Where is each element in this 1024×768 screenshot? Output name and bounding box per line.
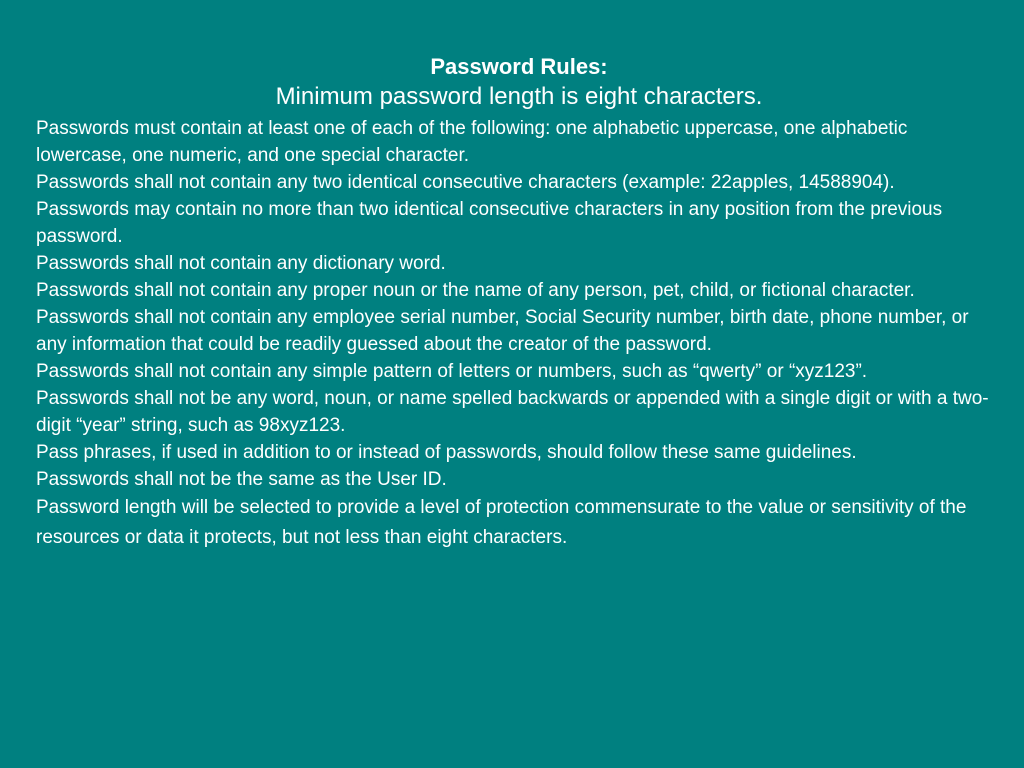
slide-title: Password Rules: [430,54,608,79]
rule-item: Passwords shall not contain any simple pattern of letters or numbers, such as “qwerty” or “xyz123”. [36,361,868,382]
rule-item: Passwords shall not be any word, noun, or name spelled backwards or appended with a single digit or with a two-digit “year” string, such as 98xyz123. [36,388,989,436]
rule-item: Passwords shall not contain any employee serial number, Social Security number, birth date, phone number, or any information that could be readily guessed about the creator of the password. [36,307,969,355]
rule-item: Passwords shall not contain any two identical consecutive characters (example: 22apples, 14588904). [36,172,895,193]
slide-content [36,52,1002,553]
rule-item: Passwords shall not contain any dictionary word. [36,253,446,274]
rule-item: Passwords must contain at least one of each of the following: one alphabetic uppercase, one alphabetic lowercase, one numeric, and one special character. [36,118,908,166]
rule-item: Password length will be selected to provide a level of protection commensurate to the value or sensitivity of the resources or data it protects, but not less than eight characters. [36,497,967,548]
rule-item: Passwords may contain no more than two identical consecutive characters in any position from the previous password. [36,199,943,247]
rule-item: Passwords shall not be the same as the User ID. [36,469,447,490]
rules-list [36,115,1002,553]
rule-item: Passwords shall not contain any proper noun or the name of any person, pet, child, or fictional character. [36,280,915,301]
slide-subtitle: Minimum password length is eight characters. [275,83,763,110]
rule-item: Pass phrases, if used in addition to or instead of passwords, should follow these same guidelines. [36,442,857,463]
